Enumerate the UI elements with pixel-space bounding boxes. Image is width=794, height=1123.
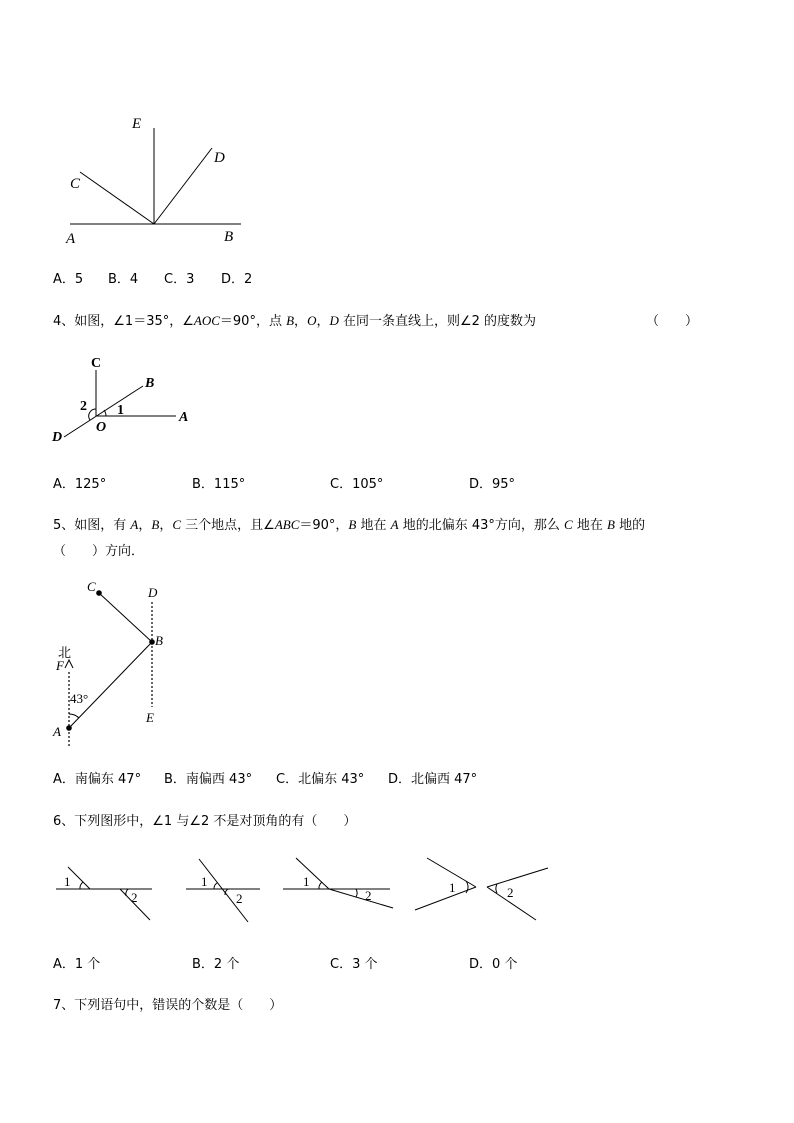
q6-b-label1: 1 [201, 874, 208, 889]
q4-stem-text: ， [316, 314, 330, 329]
q4-stem-text: 在同一条直线上，则∠2 的度数为 [338, 314, 537, 329]
q4-option-b[interactable]: B．115° [192, 477, 246, 492]
q4-stem-var: O [307, 313, 317, 328]
q5-option-c[interactable]: C．北偏东 43° [276, 772, 365, 787]
q5-stem-var: B [348, 517, 357, 532]
q5-option-d[interactable]: D．北偏西 47° [388, 772, 478, 787]
q5-stem-var: C [564, 517, 573, 532]
q3-option-a[interactable]: A．5 [53, 272, 84, 287]
q5-stem-var: ABC [274, 517, 300, 532]
q5-stem-var: B [151, 517, 160, 532]
q6-d-label2: 2 [507, 885, 514, 900]
q6-a-label1: 1 [64, 874, 71, 889]
q5-stem-var: B [606, 517, 615, 532]
q5-stem-text: ， [138, 518, 152, 533]
q4-stem-text: ， [294, 314, 308, 329]
q5-stem-text: 地的北偏东 43°方向，那么 [398, 518, 565, 533]
q6-stem: 6、下列图形中，∠1 与∠2 不是对顶角的有（ ） [53, 814, 357, 829]
q6-c-label1: 1 [303, 874, 310, 889]
q6-a-arc2 [126, 889, 128, 896]
q5-label-angle: 43° [70, 691, 89, 706]
q4-stem-text: ＝90°，点 [219, 314, 287, 329]
q6-a-arc1 [80, 882, 83, 889]
q4-answer-blank[interactable]: （ ） [646, 314, 699, 329]
q6-figure-a [56, 867, 152, 920]
q4-label-d: D [52, 430, 63, 445]
q6-d-arc2 [496, 884, 497, 893]
q6-c-label2: 2 [365, 888, 372, 903]
q6-c-arc1 [319, 882, 322, 889]
q5-label-d: D [148, 585, 158, 600]
q4-stem-var: B [286, 313, 295, 328]
q5-stem-var: A [390, 517, 399, 532]
q4-label-angle2: 2 [80, 399, 87, 414]
q6-option-c[interactable]: C．3 个 [330, 957, 378, 972]
q4-option-c[interactable]: C．105° [330, 477, 384, 492]
q5-label-b: B [155, 633, 163, 648]
q6-b-label2: 2 [236, 891, 243, 906]
q3-label-a: A [66, 231, 76, 247]
q5-stem-var: C [172, 517, 182, 532]
q4-stem-var: D [329, 313, 339, 328]
q6-d-arc1 [466, 881, 468, 893]
q5-label-c: C [87, 579, 96, 594]
q5-stem-text: 三个地点，且∠ [181, 518, 275, 533]
q6-figure-b [186, 859, 260, 922]
q5-label-e: E [146, 710, 154, 725]
q4-label-c: C [91, 356, 102, 371]
q7-stem: 7、下列语句中，错误的个数是（ ） [53, 998, 283, 1013]
q4-option-a[interactable]: A．125° [53, 477, 107, 492]
q4-stem-var: AOC [193, 313, 220, 328]
q4-label-b: B [145, 376, 155, 391]
q6-c-ray2 [329, 889, 393, 908]
q4-label-o: O [96, 420, 107, 435]
q6-option-b[interactable]: B．2 个 [192, 957, 240, 972]
q6-d-ray2 [415, 887, 476, 910]
q6-c-arc2 [356, 889, 357, 897]
q5-label-a: A [53, 724, 61, 739]
q4-label-angle1: 1 [117, 403, 124, 418]
q5-stem-text: ＝90°， [299, 518, 349, 533]
q5-option-b[interactable]: B．南偏西 43° [164, 772, 253, 787]
q6-figure-d [415, 858, 548, 920]
q6-c-ray1 [296, 858, 329, 889]
q6-option-d[interactable]: D．0 个 [469, 957, 518, 972]
q5-stem-text: 地在 [356, 518, 391, 533]
q6-b-arc1 [214, 883, 217, 889]
q5-option-a[interactable]: A．南偏东 47° [53, 772, 142, 787]
q3-label-b: B [224, 229, 234, 245]
q6-option-a[interactable]: A．1 个 [53, 957, 101, 972]
q5-stem-line2: （ ）方向． [53, 544, 145, 559]
q3-option-d[interactable]: D．2 [221, 272, 253, 287]
q3-option-c[interactable]: C．3 [164, 272, 195, 287]
q6-a-ray1 [68, 867, 90, 889]
q5-label-f: F [56, 658, 64, 673]
q6-figure-c [283, 858, 393, 908]
q3-option-b[interactable]: B．4 [108, 272, 139, 287]
q4-option-d[interactable]: D．95° [469, 477, 516, 492]
q3-label-d: D [214, 150, 225, 166]
q6-a-label2: 2 [131, 890, 138, 905]
q6-d-label1: 1 [449, 880, 456, 895]
q3-label-e: E [132, 116, 142, 132]
q5-stem-text: 地在 [572, 518, 607, 533]
q5-label-north: 北 [58, 646, 72, 661]
q6-d-ray3 [487, 868, 548, 887]
q5-stem-text: ， [159, 518, 173, 533]
q5-stem-var: A [130, 517, 139, 532]
q4-stem-text: 4、如图，∠1＝35°，∠ [53, 314, 194, 329]
q4-label-a: A [179, 410, 189, 425]
q3-label-c: C [70, 176, 81, 192]
q5-stem-text: 5、如图，有 [53, 518, 131, 533]
q5-stem-text: 地的 [614, 518, 646, 533]
